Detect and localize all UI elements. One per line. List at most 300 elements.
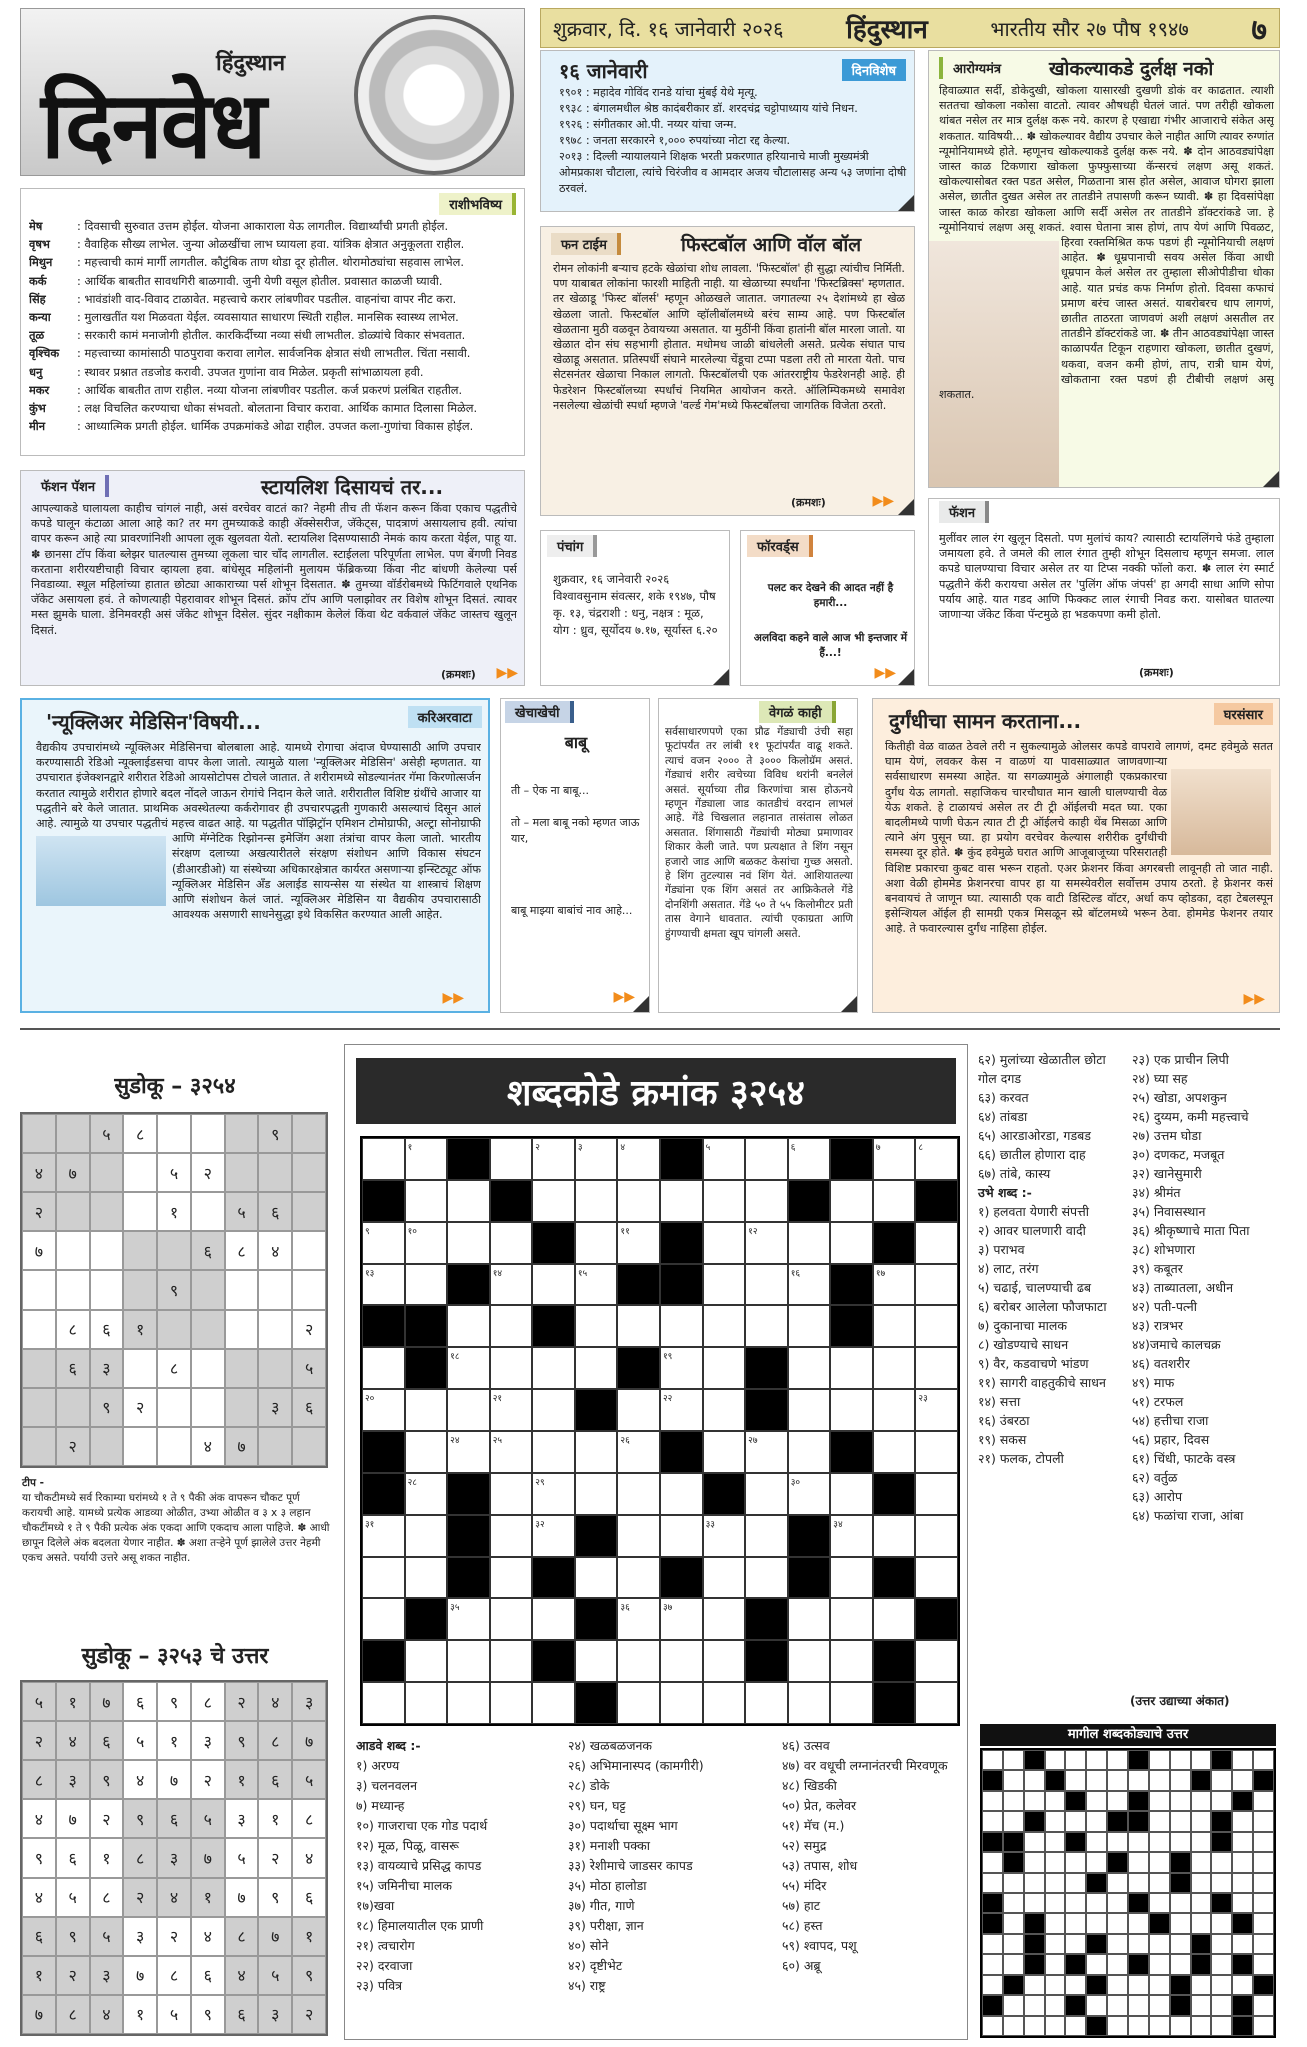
- clue-item: ४) लाट, तरंग: [978, 1261, 1039, 1276]
- solution-cell: [1128, 1811, 1149, 1831]
- solution-cell: [1045, 1975, 1066, 1995]
- solution-cell: [1086, 2016, 1107, 2036]
- crossword-cell: [830, 1264, 873, 1306]
- sudoku-cell: ५: [191, 1799, 225, 1838]
- crossword-cell: [447, 1264, 490, 1306]
- clue-item: ५) चढाई, चालण्याची ढब: [978, 1280, 1092, 1295]
- crossword-cell: [788, 1682, 831, 1724]
- solution-cell: [1024, 2016, 1045, 2036]
- solution-cell: [1211, 1975, 1232, 1995]
- crossword-cell: [873, 1389, 916, 1431]
- solution-cell: [1253, 1811, 1274, 1831]
- crossword-cell: [915, 1305, 958, 1347]
- solution-cell: [1232, 1934, 1253, 1954]
- solution-cell: [1107, 1975, 1128, 1995]
- fashion1-box: [20, 470, 525, 686]
- crossword-cell: [490, 1557, 533, 1599]
- sudoku-cell: ३: [157, 1838, 191, 1877]
- solution-cell: [1045, 1791, 1066, 1811]
- clue-item: ४७) वर वधूची लग्नानंतरची मिरवणूक: [782, 1758, 948, 1773]
- sudoku-cell: [56, 1270, 90, 1309]
- crossword-cell: [447, 1222, 490, 1264]
- solution-cell: [1253, 1913, 1274, 1933]
- crossword-cell: [447, 1682, 490, 1724]
- crossword-cell: [915, 1431, 958, 1473]
- clue-item: १८) हिमालयातील एक प्राणी: [356, 1918, 484, 1933]
- crossword-cell: [915, 1264, 958, 1306]
- clue-item: ३५) निवासस्थान: [1132, 1204, 1206, 1219]
- clue-item: ११) सागरी वाहतुकीचे साधन: [978, 1375, 1106, 1390]
- sudoku-tip: टीप - या चौकटीमध्ये सर्व रिकाम्या घरांमध्ये १ ते ९ पैकी अंक वापरून चौकट पूर्ण करायची आहे. यामध्ये प्रत्येक आडव्या ओळीत, उभ्या ओळीत व ३ x ३ लहान चौकटींमध्ये १ ते ९ पैकी प्रत्येक अंक एकदा आणि एकदाच आला पाहिजे. ✽ आधी छापून दिलेले अंक बदलता येणार नाहीत. ✽ अशा तऱ्हेने पूर्ण झालेले उत्तर नेहमी एकच असते. पर्यायी उत्तरे असू शकत नाहीत.: [22, 1477, 330, 1564]
- solution-cell: [982, 1995, 1003, 2015]
- crossword-cell: [745, 1557, 788, 1599]
- solution-cell: [1128, 1995, 1149, 2015]
- sudoku-cell: ७: [292, 1721, 326, 1760]
- sudoku-cell: [225, 1310, 259, 1349]
- sudoku-cell: ७: [56, 1799, 90, 1838]
- crossword-cell: १८: [447, 1347, 490, 1389]
- solution-cell: [1024, 1852, 1045, 1872]
- solution-cell: [1003, 1975, 1024, 1995]
- crossword-cell: ३७: [660, 1598, 703, 1640]
- crossword-cell: [703, 1264, 746, 1306]
- durgandhi-title: दुर्गंधीचा सामन करताना...: [889, 709, 1082, 733]
- clue-item: ५५) मंदिर: [782, 1878, 827, 1893]
- crossword-cell: [490, 1598, 533, 1640]
- solution-cell: [982, 1873, 1003, 1893]
- clue-item: २२) दरवाजा: [356, 1958, 413, 1973]
- clue-item: ३३) रेशीमाचे जाडसर कापड: [568, 1858, 693, 1873]
- solution-cell: [1211, 1873, 1232, 1893]
- clue-item: १०) गाजराचा एक गोड पदार्थ: [356, 1818, 488, 1833]
- sudoku-cell: ५: [292, 1349, 326, 1388]
- crossword-cell: [405, 1682, 448, 1724]
- solution-cell: [1191, 1791, 1212, 1811]
- sudoku-cell: ८: [225, 1917, 259, 1956]
- sudoku-cell: ४: [123, 1760, 157, 1799]
- clue-item: ७) मध्यान्ह: [356, 1798, 405, 1813]
- solution-cell: [1024, 1811, 1045, 1831]
- sudoku-cell: ६: [90, 1721, 124, 1760]
- durgandhi-box: [872, 698, 1280, 1013]
- solution-cell: [1024, 1791, 1045, 1811]
- solution-cell: [1170, 1852, 1191, 1872]
- crossword-title: शब्दकोडे क्रमांक ३२५४: [356, 1058, 956, 1124]
- sudoku-cell: ३: [90, 1349, 124, 1388]
- crossword-cell: १९: [660, 1347, 703, 1389]
- solution-cell: [1065, 1811, 1086, 1831]
- crossword-cell: [660, 1264, 703, 1306]
- solution-cell: [1086, 1811, 1107, 1831]
- sudoku-cell: ३: [90, 1956, 124, 1995]
- solution-cell: [1003, 1913, 1024, 1933]
- sudoku-cell: ८: [90, 1878, 124, 1917]
- crossword-cell: [405, 1640, 448, 1682]
- solution-cell: [1149, 1995, 1170, 2015]
- solution-cell: [1232, 1852, 1253, 1872]
- sudoku-cell: ८: [157, 1956, 191, 1995]
- sudoku-answer-grid: [20, 1680, 328, 2036]
- sudoku-cell: [191, 1310, 225, 1349]
- solution-cell: [1191, 2016, 1212, 2036]
- solution-cell: [1211, 1770, 1232, 1790]
- fashion1-text: आपल्याकडे घालायला काहीच चांगलं नाही, असं वरचेवर वाटतं का? नेहमी तीच ती फॅशन करून किंवा एकाच पद्धतीचे कपडे घालून कंटाळा आला आहे का? तर मग तुमच्याकडे काही ॲक्सेसरीज, जॅकेट्स, पादत्राणं असायलाच हवी. त्यांचा वापर करून आहे त्या प्रावरणांनिशी आपला लूक खुलवता येतो. स्टायलिश दिसण्यासाठी नेमकं काय करता येईल, पाहू या. ✽ छानसा टॉप किंवा ब्लेझर घातल्यास तुमच्या लूकला चार चाँद लागतील. स्टाईलला परिपूर्णता लाभेल. पण बेंगणी निवड करताना शरीरयष्टीचाही विचार व्हायला हवा. बांधेसूद महिलांनी मुलायम फॅब्रिकच्या किंवा नीट बांधणी केलेल्या पर्स निवडाव्या. स्थूल महिलांच्या हातात छोट्या आकाराच्या पर्स शोभून दिसतात. ✽ तुमच्या वॉर्डरोबमध्ये फिटिंगवाले एथनिक जॅकेट असायला हवं. ते कोणत्याही पेहरावावर शोभून दिसतं. क्रॉप टॉप आणि पलाझोवर तर विशेष शोभून दिसतं. त्यावर मस्त झुमके घाला. डेनिमवरही असं जॅकेट शोभून दिसेल. सुंदर नक्षीकाम केलेलं किंवा थेट वर्कवालं जॅकेट जास्तच खुलून दिसतं.: [31, 502, 517, 637]
- solution-cell: [982, 1975, 1003, 1995]
- clue-item: २४) घ्या सह: [1132, 1071, 1188, 1086]
- clue-item: २६) अभिमानास्पद (कामगीरी): [568, 1758, 704, 1773]
- solution-cell: [1232, 2016, 1253, 2036]
- rashi-row: मीन : आध्यात्मिक प्रगती होईल. धार्मिक उपक्रमांकडे ओढा राहील. उपजत कला-गुणांचा विकास होईल.: [29, 419, 474, 434]
- clue-item: २५) खोडा, अपशकुन: [1132, 1090, 1227, 1105]
- solution-cell: [1232, 1995, 1253, 2015]
- solution-cell: [1253, 1852, 1274, 1872]
- clue-item: ५४) हत्तीचा राजा: [1132, 1413, 1209, 1428]
- sudoku-cell: २: [123, 1878, 157, 1917]
- rashi-row: कर्क : आर्थिक बाबतीत सावधगिरी बाळगावी. जुनी येणी वसूल होतील. प्रवासात काळजी घ्यावी.: [29, 273, 443, 288]
- sudoku-cell: ९: [225, 1721, 259, 1760]
- solution-cell: [1045, 1750, 1066, 1770]
- clue-item: ३०) पदार्थाचा सूक्ष्म भाग: [568, 1818, 678, 1833]
- sudoku-cell: [258, 1270, 292, 1309]
- crossword-cell: [873, 1305, 916, 1347]
- sudoku-cell: [191, 1114, 225, 1153]
- solution-cell: [1170, 1913, 1191, 1933]
- crossword-cell: [447, 1138, 490, 1180]
- list-item: १९३८ : बंगालमधील श्रेष्ठ कादंबरीकार डॉ. शरदचंद्र चट्टोपाध्याय यांचे निधन.: [559, 102, 858, 115]
- solution-cell: [1024, 1975, 1045, 1995]
- crossword-cell: [575, 1598, 618, 1640]
- solution-cell: [982, 1791, 1003, 1811]
- sudoku-cell: [292, 1270, 326, 1309]
- crossword-cell: [745, 1640, 788, 1682]
- khechakhechi-line1: ती – ऐक ना बाबू...: [511, 784, 589, 797]
- solution-cell: [1107, 1852, 1128, 1872]
- solution-cell: [1086, 1770, 1107, 1790]
- crossword-cell: [362, 1347, 405, 1389]
- clue-item: ६४) तांबडा: [978, 1109, 1028, 1124]
- crossword-cell: ८: [915, 1138, 958, 1180]
- clue-item: २४) खळबळजनक: [568, 1738, 653, 1753]
- across-col1: आडवे शब्द :- १) अरण्य ३) चलनवलन ७) मध्यान्ह १०) गाजराचा एक गोड पदार्थ १२) मूळ, पिळू, वासरू १३) वायव्याचे प्रसिद्ध कापड १५) जमिनीचा मालक १७)खवा १८) हिमालयातील एक प्राणी २१) त्वचारोग २२) दरवाजा २३) पवित्र: [356, 1736, 571, 1996]
- clue-item: १७)खवा: [356, 1898, 395, 1913]
- sudoku-cell: ४: [22, 1799, 56, 1838]
- vegla-tag: वेगळं काही: [759, 701, 836, 723]
- rashi-row: कन्या : मुलाखतींत यश मिळवता येईल. व्यवसायात साधारण स्थिती राहील. मानसिक स्वास्थ्य लाभेल.: [29, 310, 459, 325]
- sudoku-cell: ३: [123, 1917, 157, 1956]
- sudoku-cell: ९: [157, 1270, 191, 1309]
- sudoku-cell: ५: [225, 1192, 259, 1231]
- sudoku-cell: ५: [90, 1917, 124, 1956]
- clue-item: १४) सत्ता: [978, 1394, 1021, 1409]
- sudoku-cell: [157, 1388, 191, 1427]
- sudoku-cell: [225, 1153, 259, 1192]
- sudoku-cell: ३: [292, 1682, 326, 1721]
- crossword-cell: [745, 1264, 788, 1306]
- crossword-cell: [575, 1180, 618, 1222]
- solution-cell: [982, 1811, 1003, 1831]
- solution-cell: [1086, 1913, 1107, 1933]
- solution-cell: [1149, 2016, 1170, 2036]
- crossword-cell: [745, 1515, 788, 1557]
- clue-item: ३२) खानेसुमारी: [1132, 1166, 1202, 1181]
- crossword-cell: [532, 1222, 575, 1264]
- crossword-cell: [788, 1557, 831, 1599]
- sudoku-cell: ८: [225, 1231, 259, 1270]
- crossword-cell: २: [532, 1138, 575, 1180]
- solution-cell: [1045, 2016, 1066, 2036]
- rashi-list: [29, 217, 519, 435]
- crossword-cell: [405, 1557, 448, 1599]
- clue-item: ५८) हस्त: [782, 1918, 823, 1933]
- crossword-cell: २५: [490, 1431, 533, 1473]
- crossword-cell: ९: [362, 1222, 405, 1264]
- sudoku-cell: ४: [22, 1153, 56, 1192]
- sudoku-cell: २: [191, 1153, 225, 1192]
- crossword-cell: [575, 1557, 618, 1599]
- crossword-cell: १०: [405, 1222, 448, 1264]
- crossword-cell: [617, 1557, 660, 1599]
- solution-cell: [1045, 1852, 1066, 1872]
- crossword-cell: [362, 1138, 405, 1180]
- rashi-tag: राशीभविष्य: [439, 193, 516, 215]
- solution-cell: [1149, 1954, 1170, 1974]
- clue-item: १) अरण्य: [356, 1758, 400, 1773]
- crossword-cell: [915, 1682, 958, 1724]
- clue-item: ३४) श्रीमंत: [1132, 1185, 1181, 1200]
- solution-cell: [1149, 1873, 1170, 1893]
- crossword-cell: ३०: [788, 1473, 831, 1515]
- sudoku-cell: [191, 1192, 225, 1231]
- solution-cell: [1128, 1934, 1149, 1954]
- issue-date: शुक्रवार, दि. १६ जानेवारी २०२६: [553, 16, 784, 41]
- crossword-cell: १३: [362, 1264, 405, 1306]
- solution-cell: [1003, 1995, 1024, 2015]
- clue-item: ३८) शोभणारा: [1132, 1242, 1196, 1257]
- solution-cell: [1253, 1954, 1274, 1974]
- crossword-cell: [405, 1347, 448, 1389]
- list-item: १९०१ : महादेव गोविंद रानडे यांचा मुंबई येथे मृत्यू.: [559, 86, 758, 99]
- sudoku-cell: १: [157, 1192, 191, 1231]
- solution-cell: [982, 1832, 1003, 1852]
- sudoku-cell: ८: [56, 1995, 90, 2034]
- crossword-cell: [617, 1305, 660, 1347]
- sudoku-cell: ५: [225, 1838, 259, 1877]
- sudoku-cell: ८: [56, 1310, 90, 1349]
- sudoku-cell: [292, 1153, 326, 1192]
- funtime-cont: (क्रमशः): [791, 496, 826, 509]
- solution-cell: [1170, 1975, 1191, 1995]
- sudoku-cell: ४: [292, 1838, 326, 1877]
- solution-cell: [1191, 1770, 1212, 1790]
- crossword-cell: [830, 1305, 873, 1347]
- solution-cell: [1003, 1954, 1024, 1974]
- solution-cell: [1128, 1791, 1149, 1811]
- sudoku-cell: ८: [191, 1682, 225, 1721]
- crossword-cell: [532, 1682, 575, 1724]
- crossword-cell: [447, 1515, 490, 1557]
- crossword-cell: [362, 1180, 405, 1222]
- dinvishesh-list: [559, 85, 909, 197]
- solution-cell: [1253, 1893, 1274, 1913]
- solution-cell: [1149, 1811, 1170, 1831]
- forwards-line1: पलट कर देखने की आदत नहीं है हमारी...: [767, 582, 894, 609]
- crossword-cell: ३: [575, 1138, 618, 1180]
- khechakhechi-line2: तो – मला बाबू नको म्हणत जाऊ यार,: [511, 816, 640, 845]
- crossword-cell: [617, 1389, 660, 1431]
- crossword-cell: [617, 1347, 660, 1389]
- crossword-cell: [703, 1598, 746, 1640]
- clue-item: ५९) श्वापद, पशू: [782, 1938, 857, 1953]
- fashion1-cont: (क्रमशः): [441, 668, 476, 681]
- crossword-cell: [915, 1640, 958, 1682]
- crossword-cell: [532, 1598, 575, 1640]
- solution-cell: [1045, 1811, 1066, 1831]
- crossword-cell: [915, 1347, 958, 1389]
- crossword-cell: ४: [617, 1138, 660, 1180]
- crossword-cell: ३४: [830, 1515, 873, 1557]
- sudoku-cell: ६: [56, 1838, 90, 1877]
- crossword-cell: [532, 1264, 575, 1306]
- nuclear-text: वैद्यकीय उपचारांमध्ये न्यूक्लिअर मेडिसिनचा बोलबाला आहे. यामध्ये रोगाचा अंदाज घेण्यासाठी आणि उपचार करण्यासाठी रेडिओ न्यूक्लाईडसचा वापर केला जातो. त्यामुळे याला 'न्यूक्लिअर मेडिसिन' असेही म्हणतात. या उपचारात इंजेक्शनद्वारे शरीरात रेडिओ आयसोटोपस टोचले जातात. ते शरीरामध्ये सोडल्यानंतर गॅमा किरणोत्सर्जन करतात त्यामुळे शरीरात होणारे बदल नोंदले जाऊन रोगांचे निदान केले जाते. शरीरातील विशिष्ट ग्रंथींचे आजार या पद्धतीने बरे केले जातात. प्राथमिक अवस्थेतल्या कर्करोगावर ही उपचारपद्धती गुणकारी असल्याचं दिसून आलं आहे. त्यामुळे या उपचार पद्धतीचं महत्त्व वाढत आहे. या पद्धतीत पॉझिट्रॉन एमिशन टोमोग्राफी, अल्ट्रा सोनोग्राफी आणि मॅग्नेटिक रिझोनन्स इमेजिंग अशा तंत्रांचा वापर केला जातो. भारतीय संरक्षण दलाच्या अखत्यारीतले संरक्षण संशोधन आणि विकास संघटन (डीआरडीओ) या संस्थेच्या अधिकारक्षेत्रात कार्यरत असणाऱ्या इन्स्टिट्यूट ऑफ न्यूक्लिअर मेडिसिन अँड अलाईड सायन्सेस या संस्थेत या शास्त्राचं शिक्षण आणि संशोधन केलं जातं. न्यूक्लिअर मेडिसिन या वैद्यकीय उपचारासाठी आवश्यक असणारी साधनेसुद्धा इथे विकसित करण्यात आली आहेत.: [36, 741, 481, 922]
- crossword-cell: [873, 1682, 916, 1724]
- crossword-cell: [788, 1180, 831, 1222]
- brand-logo: हिंदुस्थान: [846, 15, 928, 45]
- solution-cell: [1003, 1750, 1024, 1770]
- dinvishesh-date: १६ जानेवारी: [559, 59, 648, 83]
- crossword-cell: [788, 1515, 831, 1557]
- crossword-cell: [617, 1640, 660, 1682]
- clue-item: ४९) माफ: [1132, 1375, 1175, 1390]
- crossword-cell: [405, 1431, 448, 1473]
- solution-cell: [1065, 1975, 1086, 1995]
- sudoku-cell: [157, 1231, 191, 1270]
- crossword-cell: २२: [660, 1389, 703, 1431]
- solution-cell: [1232, 1770, 1253, 1790]
- solution-cell: [1232, 1750, 1253, 1770]
- sudoku-cell: ७: [22, 1231, 56, 1270]
- sudoku-cell: [157, 1427, 191, 1466]
- sudoku-cell: ५: [56, 1878, 90, 1917]
- clue-item: २७) उत्तम घोडा: [1132, 1128, 1202, 1143]
- solution-cell: [1107, 1832, 1128, 1852]
- crossword-cell: [830, 1557, 873, 1599]
- continue-arrow-icon: ▶▶: [872, 493, 894, 509]
- solution-cell: [1211, 1811, 1232, 1831]
- sudoku-cell: ४: [90, 1995, 124, 2034]
- sudoku-cell: ४: [258, 1231, 292, 1270]
- clue-item: ९) वैर, कडवाचणे भांडण: [978, 1356, 1089, 1371]
- solution-cell: [982, 1954, 1003, 1974]
- sudoku-cell: [22, 1349, 56, 1388]
- clue-item: १२) मूळ, पिळू, वासरू: [356, 1838, 459, 1853]
- sudoku-cell: २: [22, 1192, 56, 1231]
- sudoku-cell: २: [191, 1760, 225, 1799]
- solution-cell: [1191, 1811, 1212, 1831]
- sudoku-cell: ९: [157, 1682, 191, 1721]
- sudoku-cell: [123, 1349, 157, 1388]
- clue-item: ५१) टरफल: [1132, 1394, 1184, 1409]
- sudoku-cell: [225, 1114, 259, 1153]
- solution-cell: [1045, 1893, 1066, 1913]
- sudoku-cell: [22, 1270, 56, 1309]
- solution-cell: [1107, 1934, 1128, 1954]
- clue-item: ६५) आरडाओरडा, गडबड: [978, 1128, 1091, 1143]
- crossword-cell: [362, 1473, 405, 1515]
- clue-item: ५६) प्रहार, दिवस: [1132, 1432, 1210, 1447]
- solution-cell: [1086, 1832, 1107, 1852]
- solution-cell: [1107, 2016, 1128, 2036]
- solution-cell: [1128, 1893, 1149, 1913]
- sudoku-cell: ६: [225, 1995, 259, 2034]
- sudoku-cell: ९: [292, 1956, 326, 1995]
- forwards-line2: अलविदा कहने वाले आज भी इन्तजार में हैं...!: [753, 632, 908, 659]
- sudoku-cell: [225, 1270, 259, 1309]
- crossword-cell: [362, 1682, 405, 1724]
- crossword-cell: [788, 1640, 831, 1682]
- crossword-cell: [660, 1473, 703, 1515]
- sudoku-cell: [225, 1349, 259, 1388]
- solution-cell: [1003, 1934, 1024, 1954]
- rashi-row: कुंभ : लक्ष विचलित करण्याचा धोका संभवतो. बोलताना विचार करावा. आर्थिक कामात दिलासा मिळेल.: [29, 401, 478, 416]
- continue-arrow-icon: ▶▶: [1243, 991, 1265, 1007]
- solution-cell: [982, 1913, 1003, 1933]
- solution-cell: [1149, 1791, 1170, 1811]
- solution-cell: [1253, 1934, 1274, 1954]
- solution-cell: [1149, 1975, 1170, 1995]
- solution-cell: [1065, 1832, 1086, 1852]
- crossword-cell: १५: [575, 1264, 618, 1306]
- clue-item: ८) खोडण्याचे साधन: [978, 1337, 1069, 1352]
- clue-item: ३) चलनवलन: [356, 1778, 418, 1793]
- sudoku-cell: २: [90, 1799, 124, 1838]
- crossword-cell: [703, 1473, 746, 1515]
- solution-cell: [1149, 1934, 1170, 1954]
- solution-cell: [1170, 1893, 1191, 1913]
- vegla-text: सर्वसाधारणपणे एका प्रौढ गेंड्याची उंची सहा फूटांपर्यंत तर लांबी ११ फूटांपर्यंत वाढू शकते. त्याचं वजन २००० ते ३००० किलोग्रॅम असतं. गेंड्याचं शरीर त्वचेच्या विविध थरांनी बनलेलं असतं. सूर्याच्या तीव्र किरणांचा त्रास होऊनये म्हणून गेंड्याला जाड कातडीचं वरदान लाभलं आहे. गेंडे चिखलात लहानात तासंतास लोळत असतात. शिंगासाठी गेंड्यांची मोठ्या प्रमाणावर शिकार केली जाते. पण प्रत्यक्षात ते शिंग नसून हजारो जाड आणि बळकट केसांचा गुच्छ असतो. हे शिंग तुटल्यास नवं शिंग येतं. आशियातल्या गेंड्यांना एक शिंग असतं तर आफ्रिकेतले गेंडे दोनशिंगी असतात. गेंडे ५० ते ५५ किलोमीटर प्रती तास वेगाने धावतात. त्यांची एकाग्रता आणि हुंगण्याची क्षमता खूप चांगली असते.: [665, 726, 853, 940]
- sudoku-cell: ८: [123, 1838, 157, 1877]
- crossword-cell: [575, 1389, 618, 1431]
- saka-date: भारतीय सौर २७ पौष १९४७: [990, 16, 1189, 41]
- nuclear-tag: करिअरवाटा: [408, 706, 482, 728]
- crossword-cell: २४: [447, 1431, 490, 1473]
- sudoku-cell: [123, 1270, 157, 1309]
- crossword-cell: [660, 1138, 703, 1180]
- solution-cell: [1107, 1873, 1128, 1893]
- crossword-cell: [490, 1347, 533, 1389]
- solution-cell: [1232, 1893, 1253, 1913]
- crossword-cell: [703, 1640, 746, 1682]
- crossword-cell: [660, 1180, 703, 1222]
- sudoku-cell: ५: [22, 1682, 56, 1721]
- solution-cell: [1191, 1975, 1212, 1995]
- nuclear-title: 'न्यूक्लिअर मेडिसिन'विषयी...: [46, 710, 261, 734]
- clue-item: ४३) ताब्यातला, अधीन: [1132, 1280, 1234, 1295]
- sudoku-cell: ६: [22, 1917, 56, 1956]
- solution-cell: [1086, 1975, 1107, 1995]
- clue-item: ३५) मोठा हालोडा: [568, 1878, 647, 1893]
- clue-item: ४०) सोने: [568, 1938, 609, 1953]
- crossword-cell: [447, 1557, 490, 1599]
- solution-cell: [1170, 1791, 1191, 1811]
- crossword-cell: [915, 1598, 958, 1640]
- crossword-cell: [405, 1180, 448, 1222]
- sudoku-cell: [56, 1388, 90, 1427]
- sudoku-cell: ६: [191, 1956, 225, 1995]
- solution-cell: [1211, 1913, 1232, 1933]
- crossword-cell: [490, 1473, 533, 1515]
- solution-cell: [1170, 1811, 1191, 1831]
- crossword-cell: ३२: [532, 1515, 575, 1557]
